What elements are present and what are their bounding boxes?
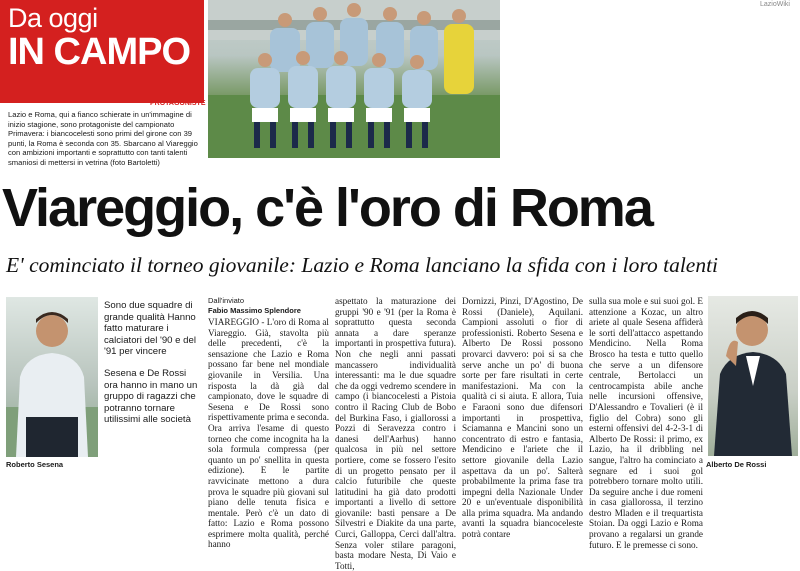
byline [208,296,328,315]
article-column-1 [208,317,329,550]
coach-photo-sesena-drawing [6,297,98,457]
pull-quote [104,300,202,426]
article-column-2 [335,296,456,571]
headline: Viareggio, c'è l'oro di Roma [2,178,652,238]
article-text-3: Dornizzi, Pinzi, D'Agostino, De Rossi (Daniele), Aquilani. Campioni assoluti o fior di professionisti. Roberto Sesena e Alberto De Rossi possono provarci davvero: poi si sa che serve anche un po' di buona sorte per fare risultati in certe manifestazioni. Ma con la qualità ci si aiuta. E allora, Tuia e Faraoni sono due difensori importanti in prospettiva, Sciamanna e Mancini sono un concentrato di estro e fantasia, Mendicino e l'ariete che il settore giovanile della Lazio aspettava da un po'. Salterà probabilmente la prima fase tra impegni della Nazionale Under 20 e un'eventuale disponibilità alla prima squadra. Ma andando avanti la squadra biancoceleste potrà contare [462,296,583,540]
photo-caption: Lazio e Roma, qui a fianco schierate in un'immagine di inizio stagione, sono protagoniste del campionato Primavera: i biancocelesti sono primi del girone con 39 punti, la Roma è seconda con 35. Sbarcano al Viareggio con ambizioni importanti e soprattutto con tanti talenti smaniosi di mettersi in vetrina (foto Bartoletti) [8,110,198,167]
coach-photo-caption-left: Roberto Sesena [6,460,64,469]
section-banner [0,0,204,103]
team-photo-drawing [208,0,500,158]
watermark: LazioWiki [760,1,790,8]
team-photo [208,0,500,158]
pull-quote-1: Sono due squadre di grande qualità Hanno fatto maturare i calciatori del '90 e del '91 per vincere [104,300,196,358]
subheadline: E' cominciato il torneo giovanile: Lazio e Roma lanciano la sfida con i loro talenti [6,253,719,277]
coach-photo-caption-right: Alberto De Rossi [706,460,767,469]
article-column-4 [589,296,703,550]
photo-label: PROTAGONISTE [150,100,206,107]
pull-quote-2: Sesena e De Rossi ora hanno in mano un gruppo di ragazzi che potranno tornare utilissimi alle società [104,367,198,426]
article-text-4: sulla sua mole e sui suoi gol. E attenzione a Kozac, un altro ariete al quale Sesena affiderà le sorti dell'attacco aspettando Mendicino. Nella Roma Brosco ha testa e tutto quello che serve a un difensore centrale, Bertolacci un centrocampista abile anche nelle incursioni offensive, D'Alessandro e Tovalieri (è il figlio del Cobra) sono gli esterni offensivi del 4-2-3-1 di Alberto De Rossi: il primo, ex Lazio, ha il dribbling nel sangue, l'altro ha cominciato a segnare ed i suoi gol potrebbero tornare molto utili. Da seguire anche i due romeni in casa giallorossa, il terzino destro Mladen e il trequartista Stoian. Da oggi Lazio e Roma provano a regalarsi un grande futuro. E le premesse ci sono. [589,296,703,550]
byline-author: Fabio Massimo Splendore [208,305,301,315]
article-column-3 [462,296,583,540]
article-text-1: VIAREGGIO - L'oro di Roma al Viareggio. Già, stavolta più delle precedenti, c'è la sensazione che Lazio e Roma possano far bene nel mondiale giovanile in Versilia. Una risposta la dà già dal campionato, dove le squadre di Sesena e De Rossi sono rispettivamente prima e seconda. Ora arriva l'esame di questo torneo che come incognita ha la sola formula compressa (per quanto un po' snellita in questa edizione). E le partite ravvicinate mettono a dura prova le squadre più giovani sul piano delle tenuta fisica e mentale. Però c'è un dato di fatto: Lazio e Roma possono esprimere molta qualità, perché hanno [208,317,329,550]
coach-photo-sesena [6,297,98,457]
banner-line-2: IN CAMPO [8,31,190,73]
banner-line-1: Da oggi [8,3,98,33]
byline-label: Dall'inviato [208,296,245,305]
coach-photo-de-rossi [708,296,798,456]
article-text-2: aspettato la maturazione dei gruppi '90 e '91 (per la Roma è soprattutto questa seconda annata a dare speranze importanti in prospettiva futura). Non che negli anni passati mancassero individualità interessanti: ma le due squadre che da oggi vedremo scendere in campo (i biancocelesti a Pistoia contro il Racing Club de Bobo del Burkina Faso, i giallorossi a Pozzi di Seravezza contro i danesi dell'Aarhus) hanno qualcosa in più nel settore portiere, come se fossero l'esito di un progetto pensato per il calcio futuribile che queste latitudini ha già dato prodotti importanti a livello di settore giovanile: basti pensare a De Silvestri e Diakite da una parte, Curci, Galloppa, Cerci dall'altra. Senza voler stilare paragoni, basta modare Nesta, Di Vaio e Totti, [335,296,456,571]
coach-photo-de-rossi-drawing [708,296,798,456]
